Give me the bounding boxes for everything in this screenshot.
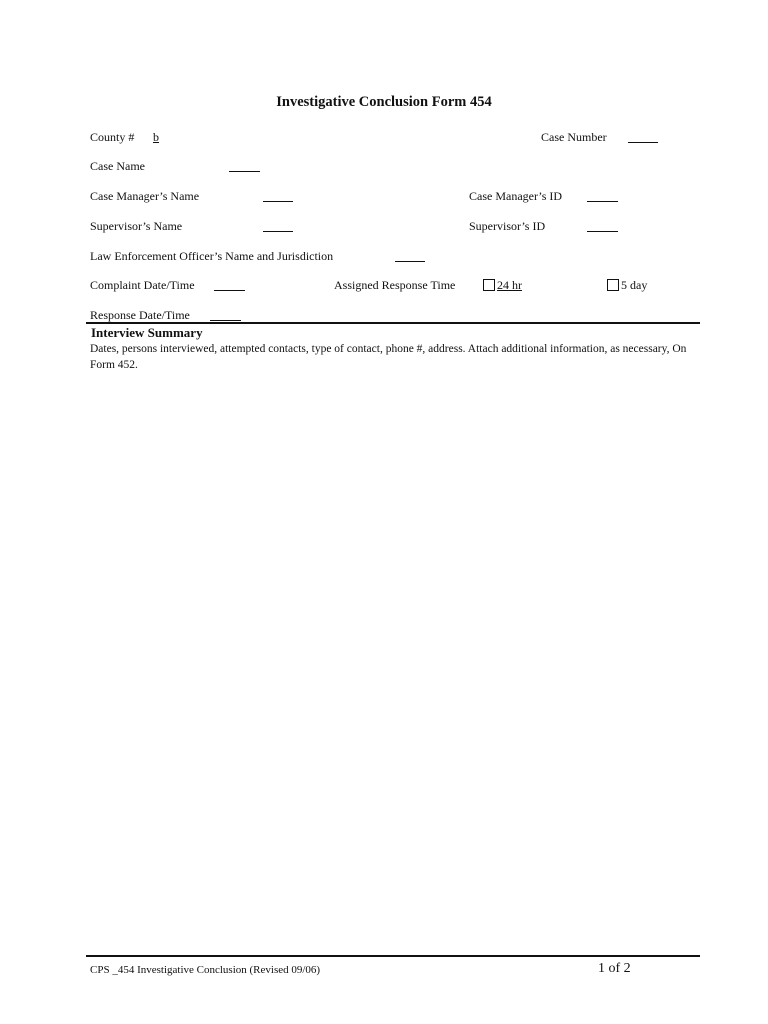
leo-field[interactable] [395,261,425,262]
complaint-label: Complaint Date/Time [90,278,195,292]
case-manager-id-label: Case Manager’s ID [469,189,563,203]
assigned-response-label: Assigned Response Time [334,278,456,292]
response-24hr-label: 24 hr [497,278,522,292]
county-field[interactable]: b [153,130,159,144]
interview-summary-description: Dates, persons interviewed, attempted contacts, type of contact, phone #, address. Attach additional information, as necessary, On Form 452. [90,343,687,371]
footer-divider [86,955,700,957]
interview-summary-heading: Interview Summary [91,325,203,340]
footer-form-id: CPS _454 Investigative Conclusion (Revised 09/06) [90,964,321,976]
response-24hr-checkbox[interactable] [483,279,495,291]
response-date-label: Response Date/Time [90,308,190,322]
leo-label: Law Enforcement Officer’s Name and Jurisdiction [90,249,334,263]
supervisor-id-field[interactable] [587,231,618,232]
response-5day-label: 5 day [621,278,648,292]
response-5day-checkbox[interactable] [607,279,619,291]
supervisor-name-label: Supervisor’s Name [90,219,183,233]
case-name-label: Case Name [90,159,145,173]
supervisor-name-field[interactable] [263,231,293,232]
case-manager-name-label: Case Manager’s Name [90,189,200,203]
complaint-field[interactable] [214,290,245,291]
case-manager-name-field[interactable] [263,201,293,202]
case-manager-id-field[interactable] [587,201,618,202]
page-indicator: 1 of 2 [598,961,631,976]
section-divider [86,322,700,324]
response-date-field[interactable] [210,320,241,321]
case-number-field[interactable] [628,142,658,143]
case-name-field[interactable] [229,171,260,172]
case-number-label: Case Number [541,130,607,144]
supervisor-id-label: Supervisor’s ID [469,219,546,233]
county-label: County # [90,130,135,144]
form-title: Investigative Conclusion Form 454 [276,94,492,110]
